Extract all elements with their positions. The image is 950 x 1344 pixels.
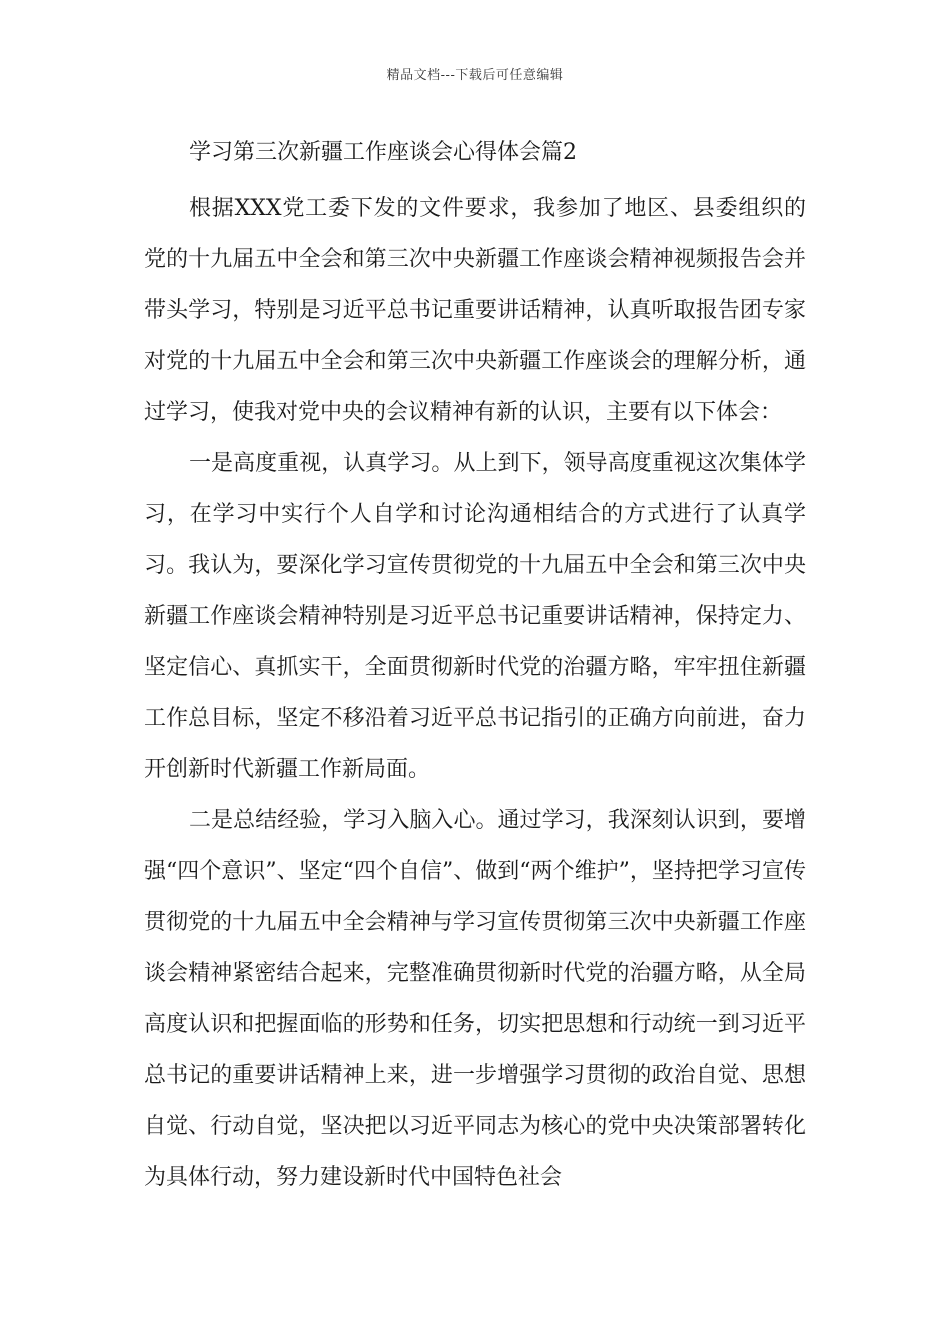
header-note: 精品文档---下载后可任意编辑 (386, 68, 564, 83)
paragraph-point-two: 二是总结经验，学习入脑入心。通过学习，我深刻认识到，要增强“四个意识”、坚定“四个自信”、做到“两个维护”，坚持把学习宣传贯彻党的十九届五中全会精神与学习宣传贯彻第三次中央新疆工作座谈会精神紧密结合起来，完整准确贯彻新时代党的治疆方略，从全局高度认识和把握面临的形势和任务，切实把思想和行动统一到习近平总书记的重要讲话精神上来，进一步增强学习贯彻的政治自觉、思想自觉、行动自觉，坚决把以习近平同志为核心的党中央决策部署转化为具体行动，努力建设新时代中国特色社会 (144, 808, 806, 1190)
document-body (144, 183, 806, 1203)
paragraph-point-one: 一是高度重视，认真学习。从上到下，领导高度重视这次集体学习，在学习中实行个人自学和讨论沟通相结合的方式进行了认真学习。我认为，要深化学习宣传贯彻党的十九届五中全会和第三次中央新疆工作座谈会精神特别是习近平总书记重要讲话精神，保持定力、坚定信心、真抓实干，全面贯彻新时代党的治疆方略，牢牢扭住新疆工作总目标，坚定不移沿着习近平总书记指引的正确方向前进，奋力开创新时代新疆工作新局面。 (144, 451, 806, 782)
paragraph-intro: 根据XXX党工委下发的文件要求，我参加了地区、县委组织的党的十九届五中全会和第三次中央新疆工作座谈会精神视频报告会并带头学习，特别是习近平总书记重要讲话精神，认真听取报告团专家对党的十九届五中全会和第三次中央新疆工作座谈会的理解分析，通过学习，使我对党中央的会议精神有新的认识，主要有以下体会： (144, 196, 806, 425)
document-title: 学习第三次新疆工作座谈会心得体会篇2 (189, 140, 577, 165)
